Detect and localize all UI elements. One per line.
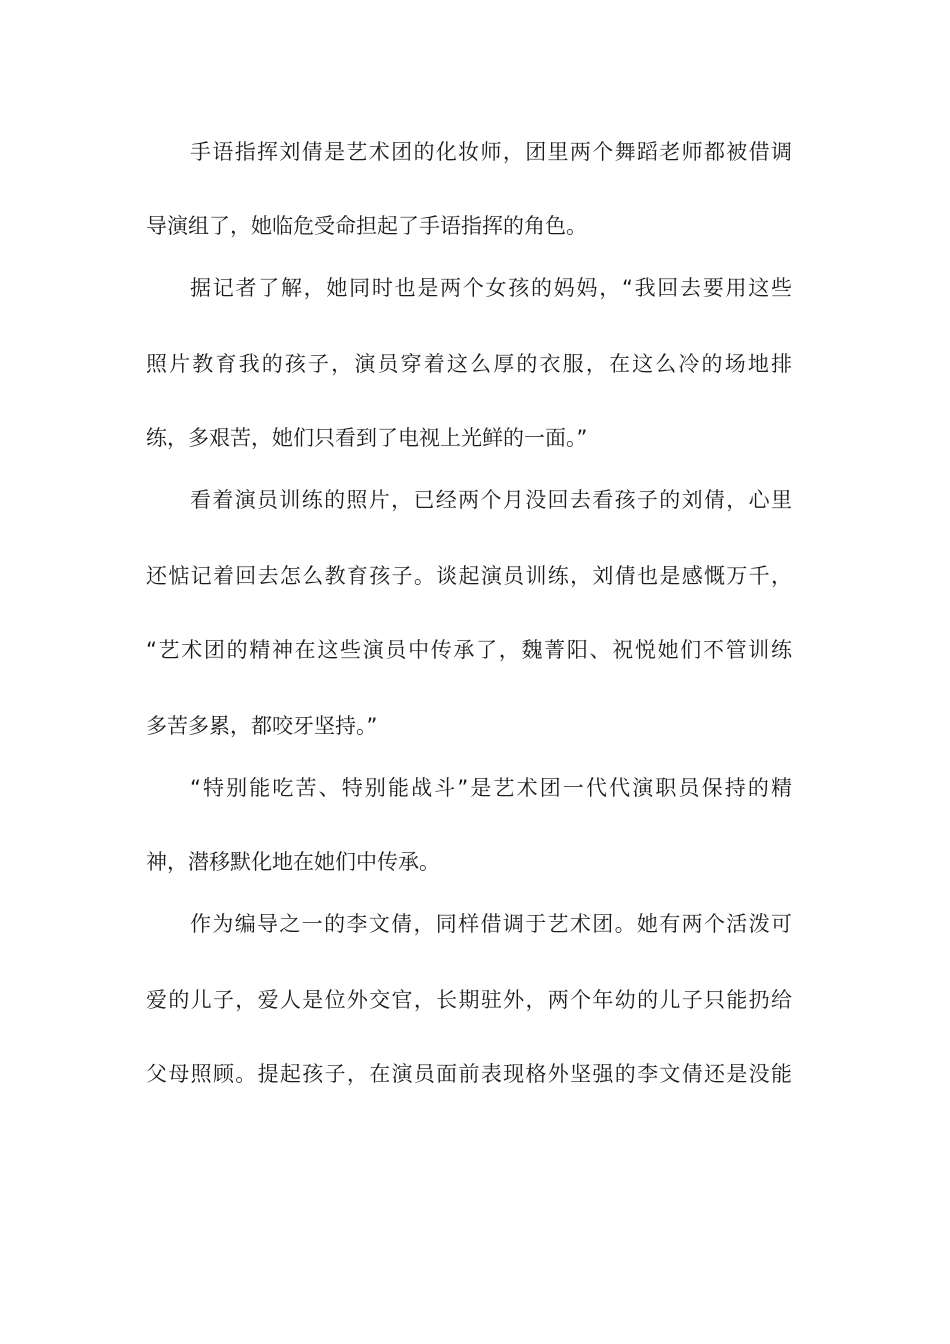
paragraph-1-line-1: 手语指挥刘倩是艺术团的化妆师，团里两个舞蹈老师都被借调	[190, 140, 792, 164]
paragraph-3-line-3: “艺术团的精神在这些演员中传承了，魏菁阳、祝悦她们不管训练	[146, 638, 792, 662]
paragraph-3-line-2: 还惦记着回去怎么教育孩子。谈起演员训练，刘倩也是感慨万千，	[146, 564, 792, 588]
paragraph-5-line-2: 爱的儿子，爱人是位外交官，长期驻外，两个年幼的儿子只能扔给	[146, 988, 792, 1012]
paragraph-2-line-3: 练，多艰苦，她们只看到了电视上光鲜的一面。”	[146, 426, 588, 450]
paragraph-5-line-1: 作为编导之一的李文倩，同样借调于艺术团。她有两个活泼可	[190, 912, 792, 936]
paragraph-1-line-2: 导演组了，她临危受命担起了手语指挥的角色。	[146, 214, 587, 238]
paragraph-3-line-4: 多苦多累，都咬牙坚持。”	[146, 714, 378, 738]
paragraph-4-line-1: “特别能吃苦、特别能战斗”是艺术团一代代演职员保持的精	[190, 776, 792, 800]
paragraph-2-line-1: 据记者了解，她同时也是两个女孩的妈妈，“我回去要用这些	[190, 276, 792, 300]
paragraph-3-line-1: 看着演员训练的照片，已经两个月没回去看孩子的刘倩，心里	[190, 488, 792, 512]
paragraph-2-line-2: 照片教育我的孩子，演员穿着这么厚的衣服，在这么冷的场地排	[146, 352, 792, 376]
paragraph-4-line-2: 神，潜移默化地在她们中传承。	[146, 850, 440, 874]
paragraph-5-line-3: 父母照顾。提起孩子，在演员面前表现格外坚强的李文倩还是没能	[146, 1062, 792, 1086]
